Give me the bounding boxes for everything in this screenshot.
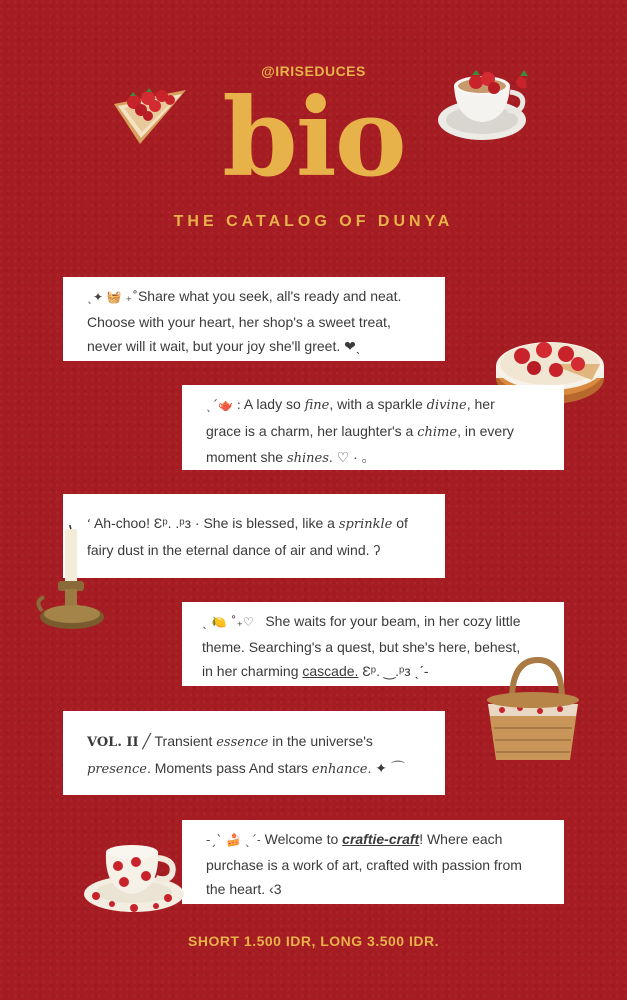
welcome-card (182, 820, 564, 904)
page-title: bio (222, 75, 405, 201)
card-italic: divine (426, 398, 467, 413)
instagram-handle[interactable]: @IRISEDUCES (261, 63, 366, 79)
card-text: of (392, 515, 408, 531)
card-text: . ✦ ⌒ (367, 759, 405, 776)
card-text: . Moments pass And stars (146, 759, 312, 776)
picnic-basket-icon (482, 656, 584, 768)
card-line (87, 284, 435, 310)
card-text: moment she (206, 449, 287, 465)
card-line (206, 445, 554, 472)
card-text: in the universe's (268, 733, 373, 749)
card-text: grace is a charm, her laughter's a (206, 422, 418, 439)
card-text: Welcome to (260, 831, 343, 847)
card-text: , in every (457, 422, 514, 439)
card-line: fairy dust in the eternal dance of air and wind. ʔ (87, 541, 381, 558)
teapot-glyph: ˎˊ🫖 : (206, 398, 241, 412)
card-line: the heart. ‹3 (206, 881, 282, 897)
card-text: Ɛᵖ. ‿.ᵖз ˎˊ- (358, 663, 429, 679)
strawberry-teacup-icon (436, 62, 534, 144)
card-line (87, 756, 435, 783)
volume-label: VOL. II (87, 735, 139, 750)
candle-holder-icon (34, 525, 106, 635)
lady-card (182, 385, 564, 470)
cake-glyph: -ˏˋ 🍰 ˎˊ˗ (206, 833, 261, 847)
card-text: A lady so (240, 396, 305, 412)
strawberry-cup-saucer-icon (82, 838, 190, 914)
card-text: , her (466, 396, 495, 412)
intro-card (63, 277, 445, 361)
card-italic: fine (304, 398, 330, 413)
card-line (206, 419, 554, 446)
basket-glyph: ˎ✦ 🧺 ₊˚ (87, 290, 138, 304)
card-text: Ah-choo! Ɛᵖ. .ᵖз · She is blessed, like a (93, 515, 339, 531)
card-line: theme. Searching's a quest, but she's here, behest, (202, 638, 521, 655)
card-text: , with a sparkle (329, 396, 427, 412)
shop-name-link[interactable]: craftie-craft (342, 831, 420, 847)
card-line: purchase is a work of art, crafted with passion from (206, 856, 522, 873)
strawberry-tart-slice-icon (110, 84, 192, 150)
card-italic: essence (216, 735, 269, 750)
card-italic: enhance (311, 761, 368, 777)
card-text: . ♡ · 。 (328, 449, 376, 465)
price-list: SHORT 1.500 IDR, LONG 3.500 IDR. (188, 933, 439, 949)
lemon-glyph: ˎ 🍋 ˚₊♡ (202, 615, 254, 629)
swirl-glyph: ‘ (87, 517, 91, 531)
volume-card (63, 711, 445, 795)
card-text: ! Where each (419, 831, 503, 847)
card-text: ╱ Transient (138, 733, 217, 749)
card-line (206, 827, 554, 853)
card-text: in her charming (202, 663, 303, 679)
card-italic: presence (87, 761, 147, 777)
card-line (87, 511, 435, 538)
card-underlined: cascade. (302, 663, 359, 679)
card-line: Choose with your heart, her shop's a sweet treat, (87, 313, 391, 330)
card-line: never will it wait, but your joy she'll greet. ❤︎ˎ (87, 338, 361, 354)
card-text: She waits for your beam, in her cozy little (265, 613, 521, 629)
achoo-card (63, 494, 445, 578)
card-line (87, 729, 435, 756)
card-line (206, 392, 554, 419)
card-italic: shines (286, 451, 329, 466)
catalog-subtitle: THE CATALOG OF DUNYA (173, 213, 454, 230)
card-text: Share what you seek, all's ready and neat. (137, 288, 402, 304)
card-italic: chime (417, 424, 458, 440)
card-italic: sprinkle (338, 517, 393, 532)
card-line (202, 609, 554, 635)
